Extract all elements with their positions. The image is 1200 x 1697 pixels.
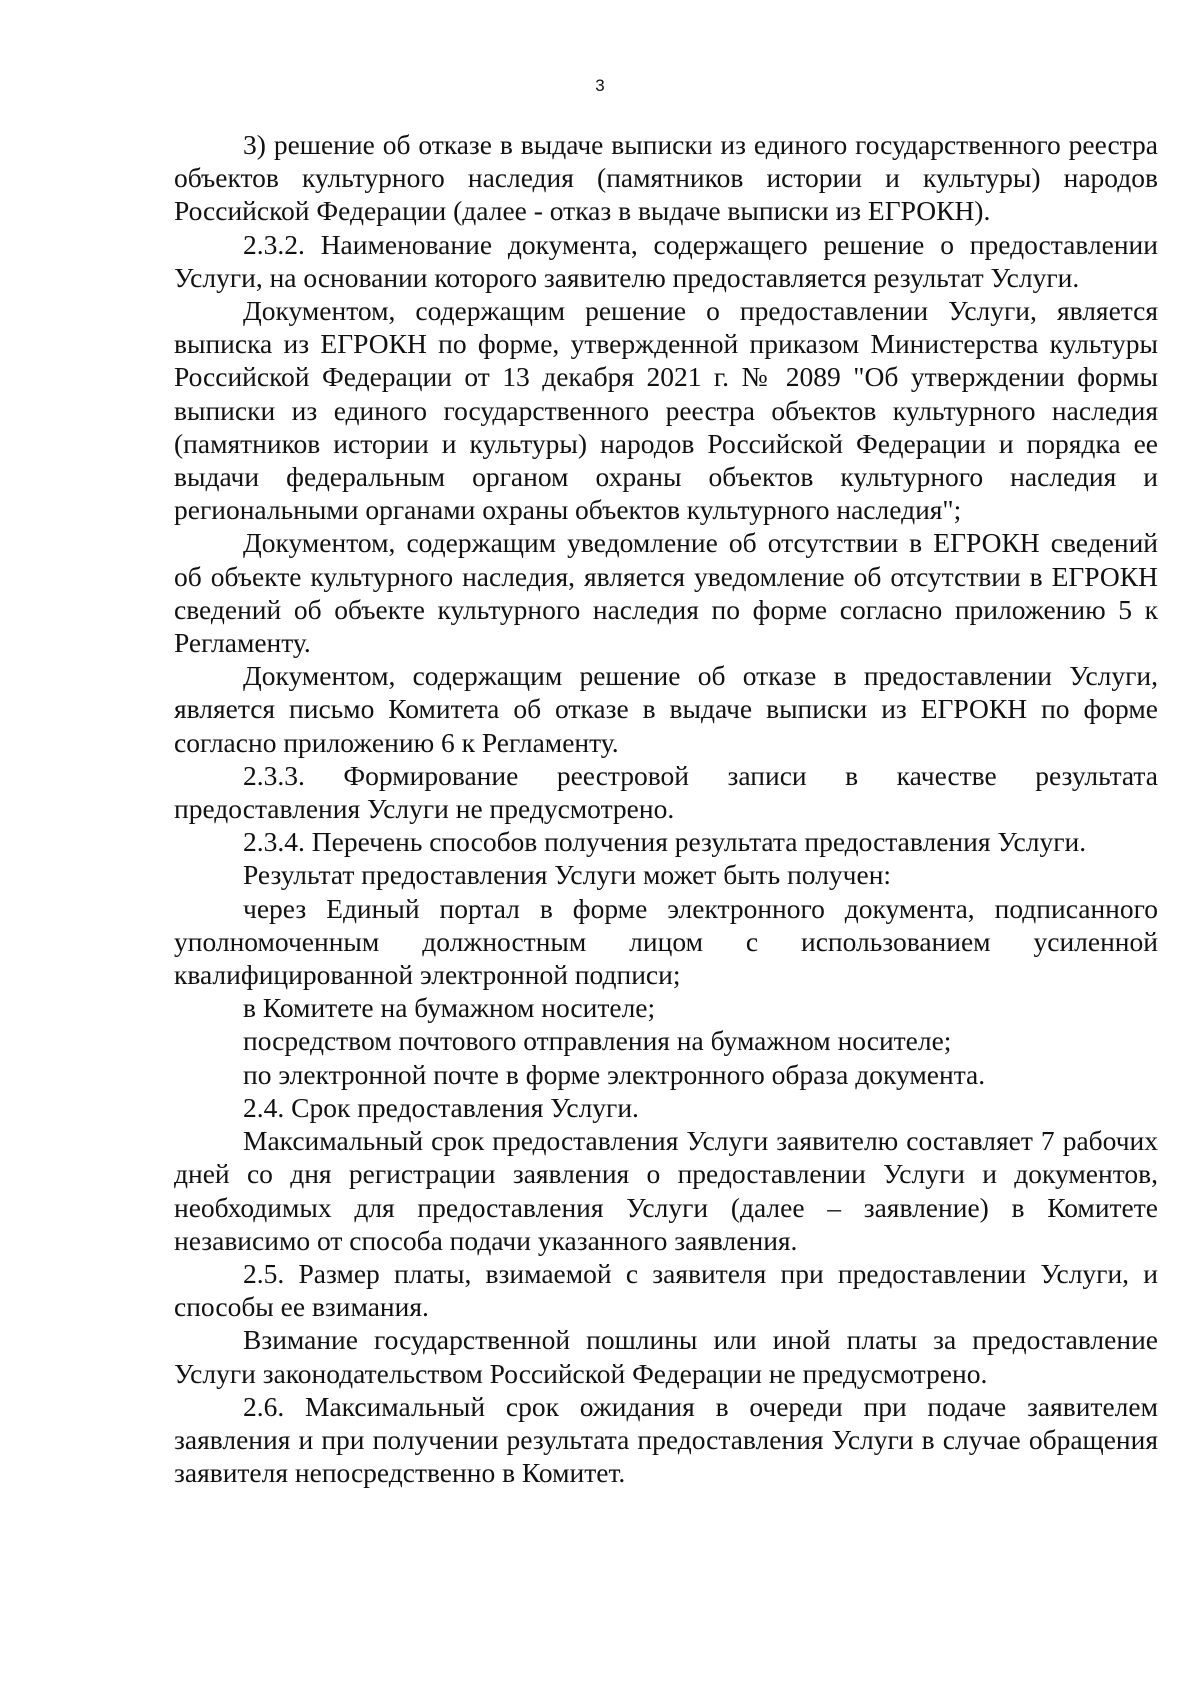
paragraph-method-committee: в Комитете на бумажном носителе;: [243, 992, 656, 1024]
paragraph-2-3-3: 2.3.3. Формирование реестровой записи в качестве результата предоставления Услуги не предусмотрено.: [174, 759, 1158, 825]
paragraph-2-4: 2.4. Срок предоставления Услуги.: [243, 1091, 639, 1123]
paragraph-method-portal: через Единый портал в форме электронного документа, подписанного уполномоченным должностным лицом с использованием усиленной квалифицированной электронной подписи;: [174, 892, 1158, 991]
paragraph-result-methods-intro: Результат предоставления Услуги может быть получен:: [243, 859, 892, 891]
paragraph-max-term: Максимальный срок предоставления Услуги заявителю составляет 7 рабочих дней со дня регистрации заявления о предоставлении Услуги и документов, необходимых для предоставления Услуги (далее – заявление) в Комитете независимо от способа подачи указанного заявления.: [174, 1125, 1158, 1256]
paragraph-refusal-letter: Документом, содержащим решение об отказе в предоставлении Услуги, является письмо Комитета об отказе в выдаче выписки из ЕГРОКН по форме согласно приложению 6 к Регламенту.: [174, 660, 1158, 758]
paragraph-extract-document: Документом, содержащим решение о предоставлении Услуги, является выписка из ЕГРОКН по форме, утвержденной приказом Министерства культуры Российской Федерации от 13 декабря 2021 г. № 2089 "Об утверждении формы выписки из единого государственного реестра объектов культурного наследия (памятников истории и культуры) народов Российской Федерации и порядка ее выдачи федеральным органом охраны объектов культурного наследия и региональными органами охраны объектов культурного наследия";: [174, 295, 1158, 526]
paragraph-absence-notice: Документом, содержащим уведомление об отсутствии в ЕГРОКН сведений об объекте культурного наследия, является уведомление об отсутствии в ЕГРОКН сведений об объекте культурного наследия по форме согласно приложению 5 к Регламенту.: [174, 527, 1158, 659]
page-number: 3: [595, 76, 605, 95]
paragraph-2-5: 2.5. Размер платы, взимаемой с заявителя при предоставлении Услуги, и способы ее взимания.: [174, 1257, 1158, 1323]
paragraph-no-fee: Взимание государственной пошлины или иной платы за предоставление Услуги законодательством Российской Федерации не предусмотрено.: [174, 1324, 1158, 1389]
paragraph-2-3-4: 2.3.4. Перечень способов получения результата предоставления Услуги.: [243, 826, 1087, 858]
document-body: [174, 128, 1158, 1489]
paragraph-2-6: 2.6. Максимальный срок ожидания в очереди при подаче заявителем заявления и при получении результата предоставления Услуги в случае обращения заявителя непосредственно в Комитет.: [174, 1390, 1158, 1489]
paragraph-method-email: по электронной почте в форме электронного образа документа.: [243, 1058, 986, 1090]
paragraph-refusal-decision: 3) решение об отказе в выдаче выписки из единого государственного реестра объектов культурного наследия (памятников истории и культуры) народов Российской Федерации (далее - отказ в выдаче выписки из ЕГРОКН).: [174, 129, 1158, 227]
paragraph-2-3-2: 2.3.2. Наименование документа, содержащего решение о предоставлении Услуги, на основании которого заявителю предоставляется результат Услуги.: [174, 228, 1158, 293]
paragraph-method-post: посредством почтового отправления на бумажном носителе;: [243, 1025, 952, 1057]
